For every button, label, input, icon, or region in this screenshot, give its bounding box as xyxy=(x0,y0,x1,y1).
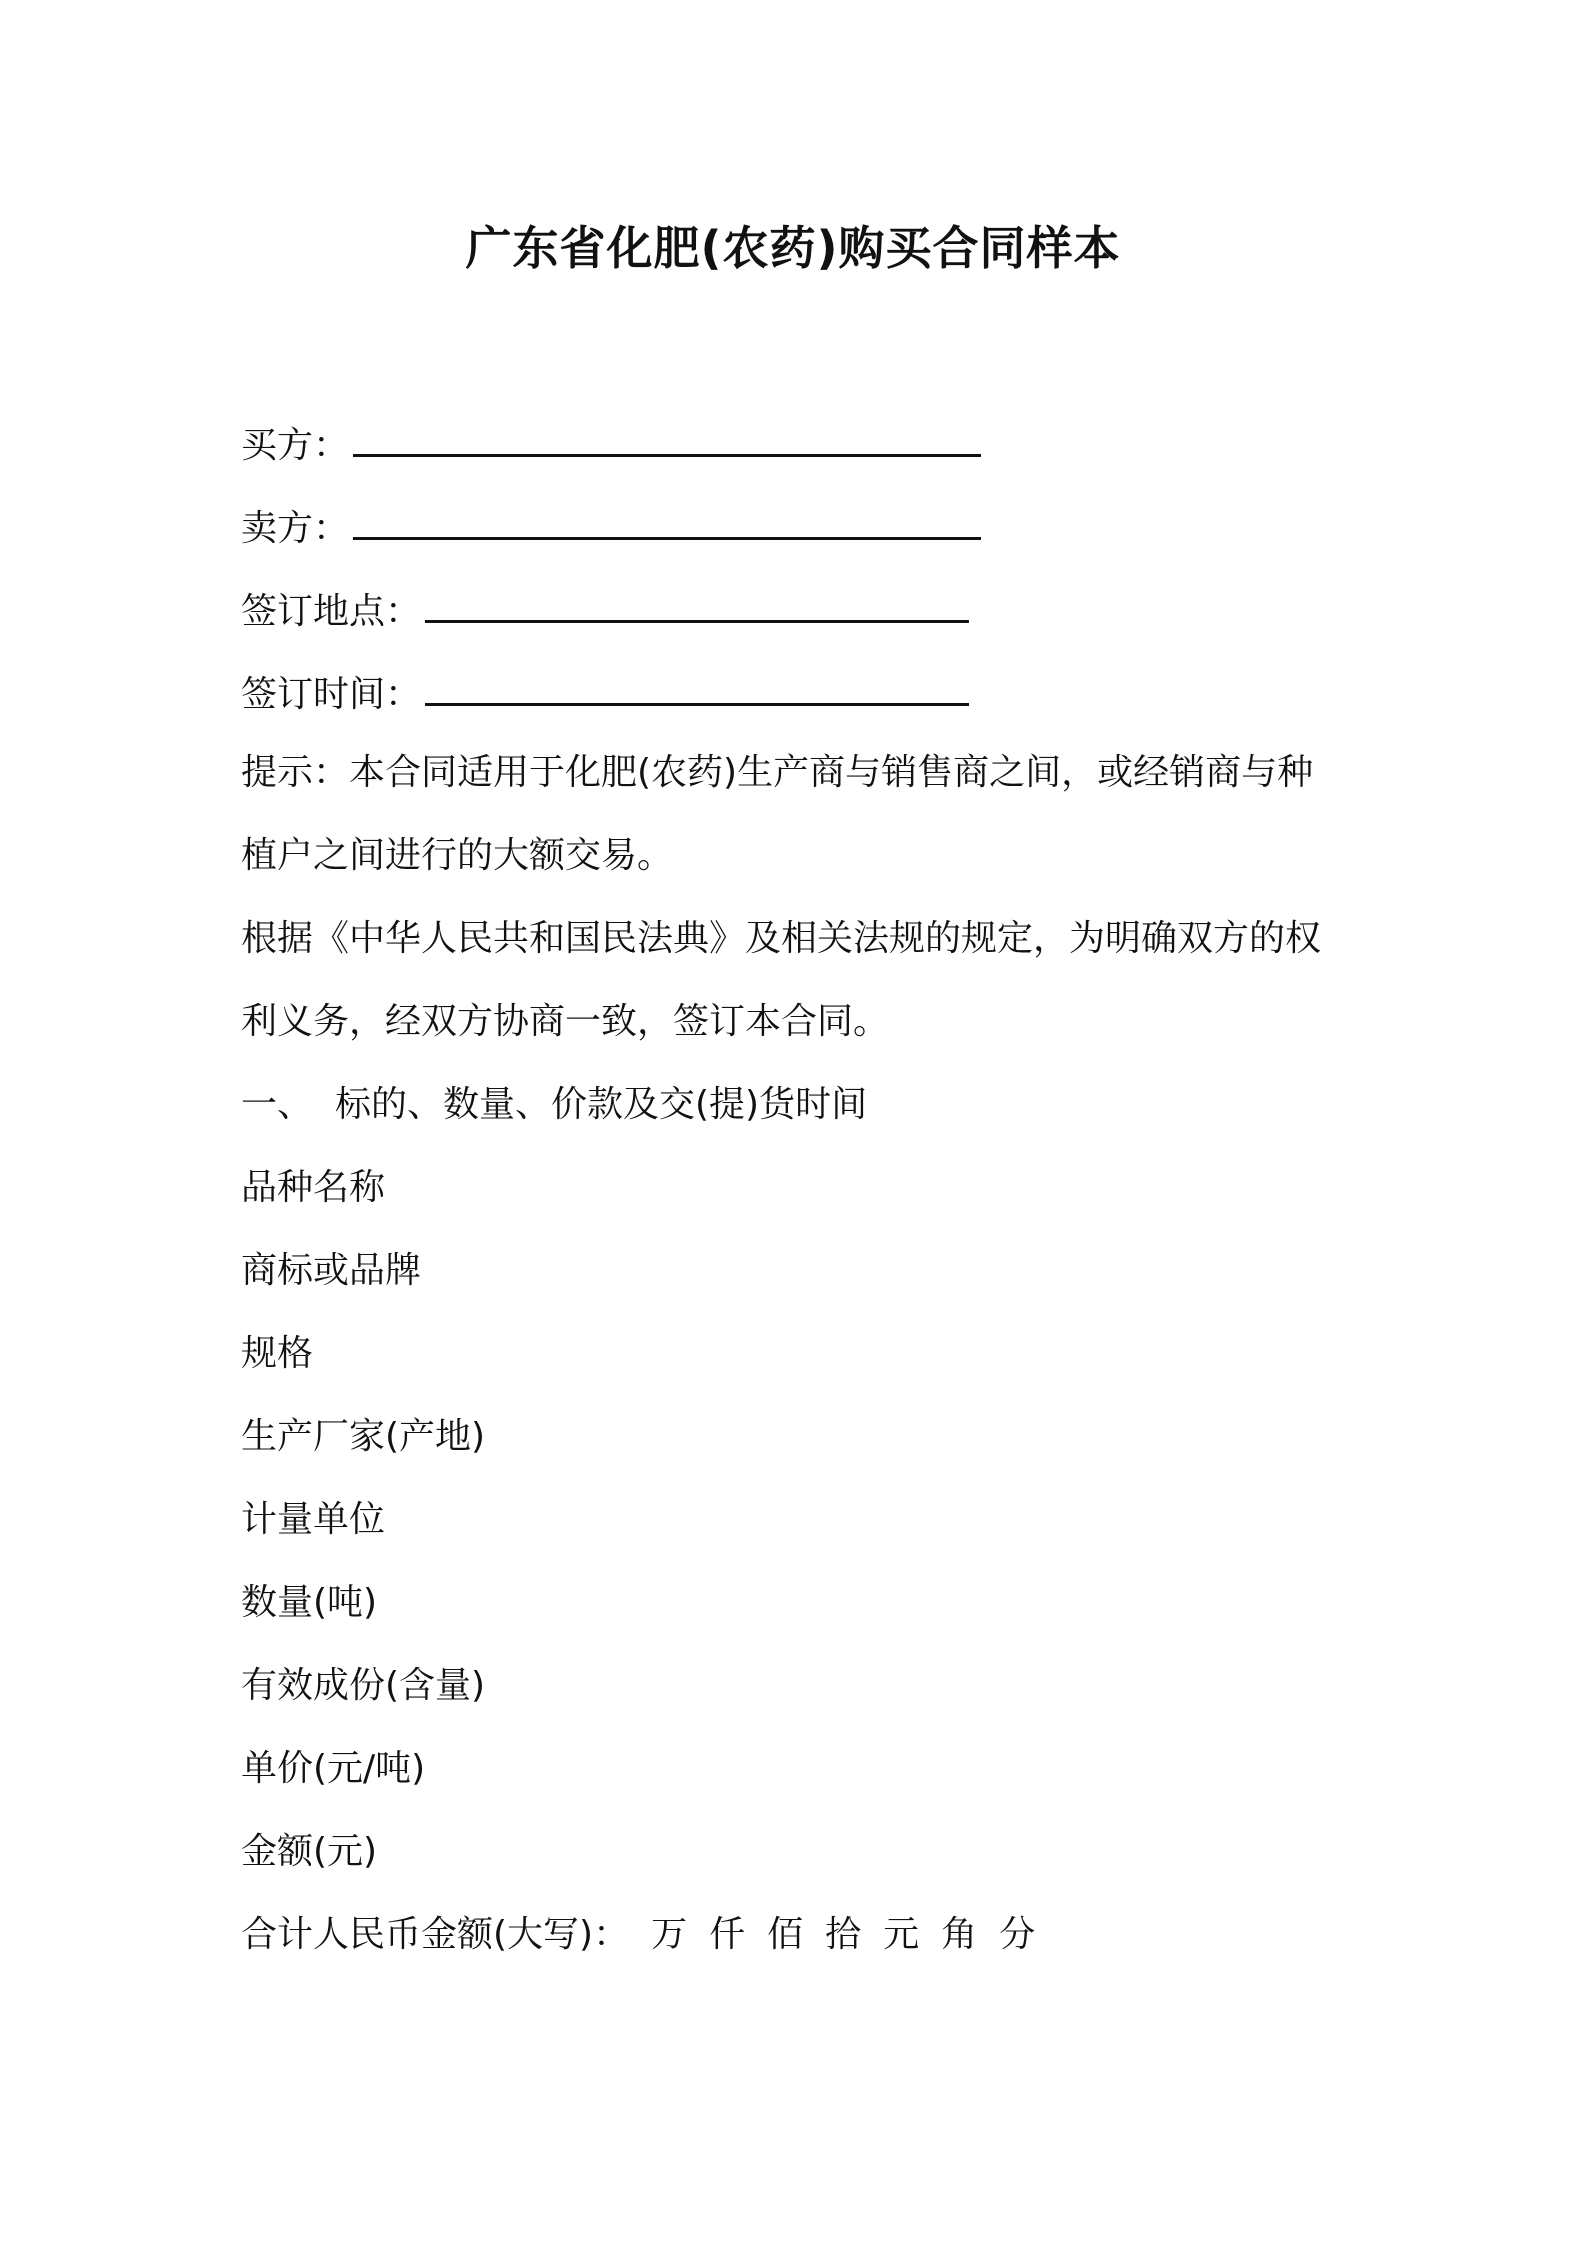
field-brand: 商标或品牌 xyxy=(241,1250,422,1291)
place-blank xyxy=(425,584,969,623)
time-label: 签订时间： xyxy=(241,674,422,715)
field-quantity: 数量(吨) xyxy=(241,1582,378,1623)
field-unit: 计量单位 xyxy=(241,1499,386,1540)
buyer-line xyxy=(241,418,981,470)
unit-yuan: 元 xyxy=(883,1914,920,1955)
total-amount-label: 合计人民币金额(大写)： xyxy=(241,1914,630,1955)
basis-line-1: 根据《中华人民共和国民法典》及相关法规的规定，为明确双方的权 xyxy=(241,918,1322,959)
buyer-blank xyxy=(353,418,981,457)
buyer-label: 买方： xyxy=(241,425,350,466)
field-specification: 规格 xyxy=(241,1333,314,1374)
unit-qian: 仟 xyxy=(709,1914,746,1955)
time-blank xyxy=(425,667,969,706)
place-label: 签订地点： xyxy=(241,591,422,632)
seller-label: 卖方： xyxy=(241,508,350,549)
unit-fen: 分 xyxy=(999,1914,1036,1955)
field-manufacturer: 生产厂家(产地) xyxy=(241,1416,486,1457)
time-line xyxy=(241,667,969,719)
section-heading xyxy=(241,1081,867,1129)
field-variety-name: 品种名称 xyxy=(241,1167,386,1208)
total-amount-line xyxy=(241,1911,1035,1959)
document-title: 广东省化肥(农药)购买合同样本 xyxy=(465,221,1121,275)
field-amount: 金额(元) xyxy=(241,1831,378,1872)
unit-bai: 佰 xyxy=(767,1914,804,1955)
field-unit-price: 单价(元/吨) xyxy=(241,1748,426,1789)
place-line xyxy=(241,584,969,636)
tip-line-1: 提示：本合同适用于化肥(农药)生产商与销售商之间，或经销商与种 xyxy=(241,752,1314,793)
unit-wan: 万 xyxy=(651,1914,688,1955)
section-number: 一、 xyxy=(241,1084,314,1125)
basis-line-2: 利义务，经双方协商一致，签订本合同。 xyxy=(241,1001,890,1042)
seller-blank xyxy=(353,501,981,540)
seller-line xyxy=(241,501,981,553)
tip-line-2: 植户之间进行的大额交易。 xyxy=(241,835,674,876)
unit-jiao: 角 xyxy=(941,1914,978,1955)
unit-shi: 拾 xyxy=(825,1914,862,1955)
section-title: 标的、数量、价款及交(提)货时间 xyxy=(335,1084,868,1125)
field-active-ingredient: 有效成份(含量) xyxy=(241,1665,486,1706)
